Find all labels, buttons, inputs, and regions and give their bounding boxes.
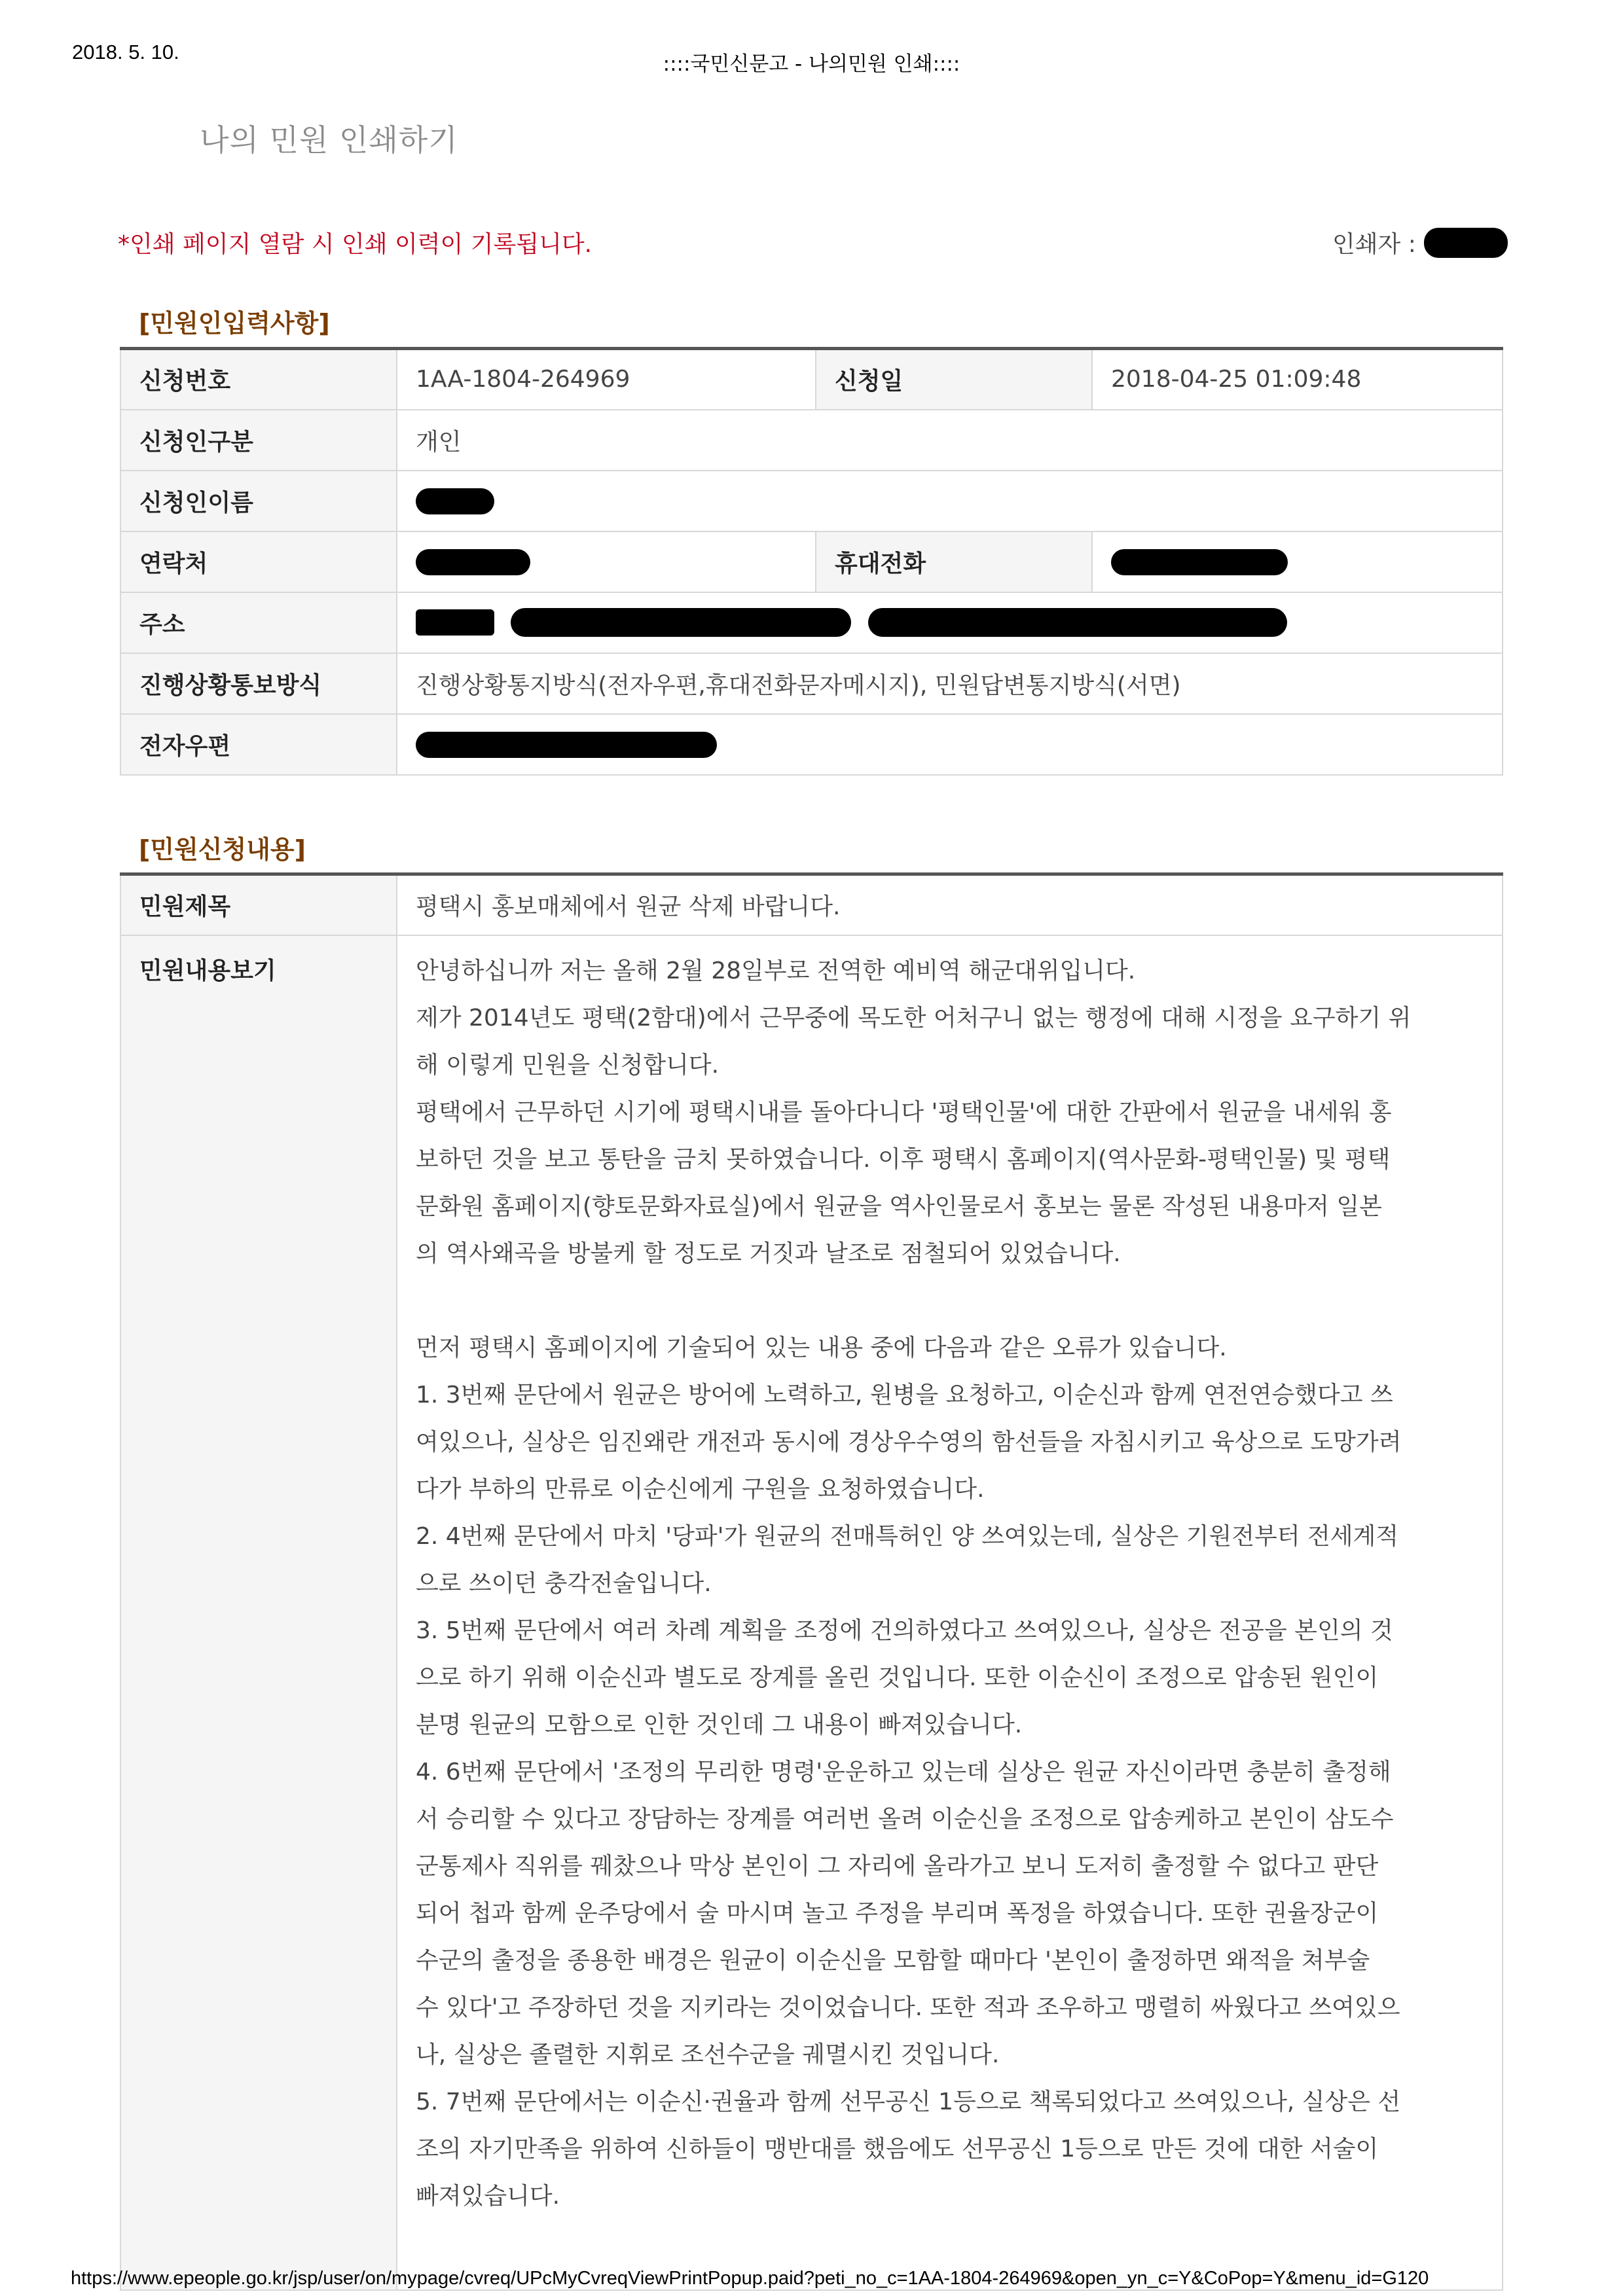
applicant-name-value bbox=[397, 471, 1503, 531]
email-value bbox=[397, 714, 1503, 775]
mobile-value bbox=[1092, 531, 1503, 592]
table-row bbox=[120, 592, 1503, 653]
postcode-redaction bbox=[416, 609, 494, 636]
contact-value bbox=[397, 531, 816, 592]
table-row bbox=[120, 714, 1503, 775]
table-row bbox=[120, 935, 1503, 2290]
print-date: 2018. 5. 10. bbox=[72, 41, 179, 63]
application-number-label: 신청번호 bbox=[120, 349, 397, 410]
source-url: https://www.epeople.go.kr/jsp/user/on/mypage/cvreq/UPcMyCvreqViewPrintPopup.paid?peti_no_c=1AA-1804-264969&open_yn_c=Y&CoPop=Y&menu_id=G120 bbox=[71, 2268, 1429, 2289]
table-row bbox=[120, 349, 1503, 410]
mobile-label: 휴대전화 bbox=[816, 531, 1092, 592]
printer-info bbox=[1332, 226, 1508, 259]
applicant-info-table bbox=[120, 347, 1503, 776]
contact-redaction bbox=[416, 549, 530, 575]
applicant-type-label: 신청인구분 bbox=[120, 410, 397, 471]
email-label: 전자우편 bbox=[120, 714, 397, 775]
contact-label: 연락처 bbox=[120, 531, 397, 592]
application-date-value: 2018-04-25 01:09:48 bbox=[1092, 349, 1503, 410]
content-section-title: [민원신청내용] bbox=[139, 835, 306, 864]
printer-name-redaction bbox=[1424, 228, 1508, 258]
table-row bbox=[120, 410, 1503, 471]
table-row bbox=[120, 874, 1503, 935]
subject-label: 민원제목 bbox=[120, 874, 397, 935]
application-date-label: 신청일 bbox=[816, 349, 1092, 410]
address-label: 주소 bbox=[120, 592, 397, 653]
petition-content-table bbox=[120, 872, 1503, 2291]
applicant-type-value: 개인 bbox=[397, 410, 1503, 471]
mobile-redaction bbox=[1111, 549, 1288, 575]
application-number-value: 1AA-1804-264969 bbox=[397, 349, 816, 410]
name-redaction bbox=[416, 488, 494, 514]
table-row bbox=[120, 653, 1503, 714]
address-value bbox=[397, 592, 1503, 653]
email-redaction bbox=[416, 732, 717, 758]
petition-body: 안녕하십니까 저는 올해 2월 28일부로 전역한 예비역 해군대위입니다. 제가 2014년도 평택(2함대)에서 근무중에 목도한 어처구니 없는 행정에 대해 시정을 요구하기 위 해 이렇게 민원을 신청합니다. 평택에서 근무하던 시기에 평택시내를 돌아다니다 '평택인물'에 대한 간판에서 원균을 내세워 홍 보하던 것을 보고 통탄을 금치 못하였습니다. 이후 평택시 홈페이지(역사문화-평택인물) 및 평택 문화원 홈페이지(향토문화자료실)에서 원균을 역사인물로서 홍보는 물론 작성된 내용마저 일본 의 역사왜곡을 방불케 할 정도로 거짓과 날조로 점철되어 있었습니다. 먼저 평택시 홈페이지에 기술되어 있는 내용 중에 다음과 같은 오류가 있습니다. 1. 3번째 문단에서 원균은 방어에 노력하고, 원병을 요청하고, 이순신과 함께 연전연승했다고 쓰 여있으나, 실상은 임진왜란 개전과 동시에 경상우수영의 함선들을 자침시키고 육상으로 도망가려 다가 부하의 만류로 이순신에게 구원을 요청하였습니다. 2. 4번째 문단에서 마치 '당파'가 원균의 전매특허인 양 쓰여있는데, 실상은 기원전부터 전세계적 으로 쓰이던 충각전술입니다. 3. 5번째 문단에서 여러 차례 계획을 조정에 건의하였다고 쓰여있으나, 실상은 전공을 본인의 것 으로 하기 위해 이순신과 별도로 장계를 올린 것입니다. 또한 이순신이 조정으로 압송된 원인이 분명 원균의 모함으로 인한 것인데 그 내용이 빠져있습니다. 4. 6번째 문단에서 '조정의 무리한 명령'운운하고 있는데 실상은 원균 자신이라면 충분히 출정해 서 승리할 수 있다고 장담하는 장계를 여러번 올려 이순신을 조정으로 압송케하고 본인이 삼도수 군통제사 직위를 꿰찼으나 막상 본인이 그 자리에 올라가고 보니 도저히 출정할 수 없다고 판단 되어 첩과 함께 운주당에서 술 마시며 놀고 주정을 부리며 폭정을 하였습니다. 또한 권율장군이 수군의 출정을 종용한 배경은 원균이 이순신을 모함할 때마다 '본인이 출정하면 왜적을 쳐부술 수 있다'고 주장하던 것을 지키라는 것이었습니다. 또한 적과 조우하고 맹렬히 싸웠다고 쓰여있으 나, 실상은 졸렬한 지휘로 조선수군을 궤멸시킨 것입니다. 5. 7번째 문단에서는 이순신·권율과 함께 선무공신 1등으로 책록되었다고 쓰여있으나, 실상은 선 조의 자기만족을 위하여 신하들이 맹반대를 했음에도 선무공신 1등으로 만든 것에 대한 서술이 빠져있습니다. bbox=[397, 935, 1503, 2290]
address-redaction bbox=[511, 608, 851, 637]
document-title: ::::국민신문고 - 나의민원 인쇄:::: bbox=[663, 52, 960, 76]
table-row bbox=[120, 471, 1503, 531]
printer-label: 인쇄자 : bbox=[1332, 231, 1416, 258]
notify-method-label: 진행상황통보방식 bbox=[120, 653, 397, 714]
address-detail-redaction bbox=[868, 608, 1287, 637]
subject-value: 평택시 홍보매체에서 원균 삭제 바랍니다. bbox=[397, 874, 1503, 935]
notify-method-value: 진행상황통지방식(전자우편,휴대전화문자메시지), 민원답변통지방식(서면) bbox=[397, 653, 1503, 714]
applicant-name-label: 신청인이름 bbox=[120, 471, 397, 531]
body-label: 민원내용보기 bbox=[120, 935, 397, 2290]
applicant-section-title: [민원인입력사항] bbox=[139, 309, 330, 338]
print-history-notice: *인쇄 페이지 열람 시 인쇄 이력이 기록됩니다. bbox=[118, 231, 593, 258]
page-title: 나의 민원 인쇄하기 bbox=[200, 122, 458, 158]
table-row bbox=[120, 531, 1503, 592]
